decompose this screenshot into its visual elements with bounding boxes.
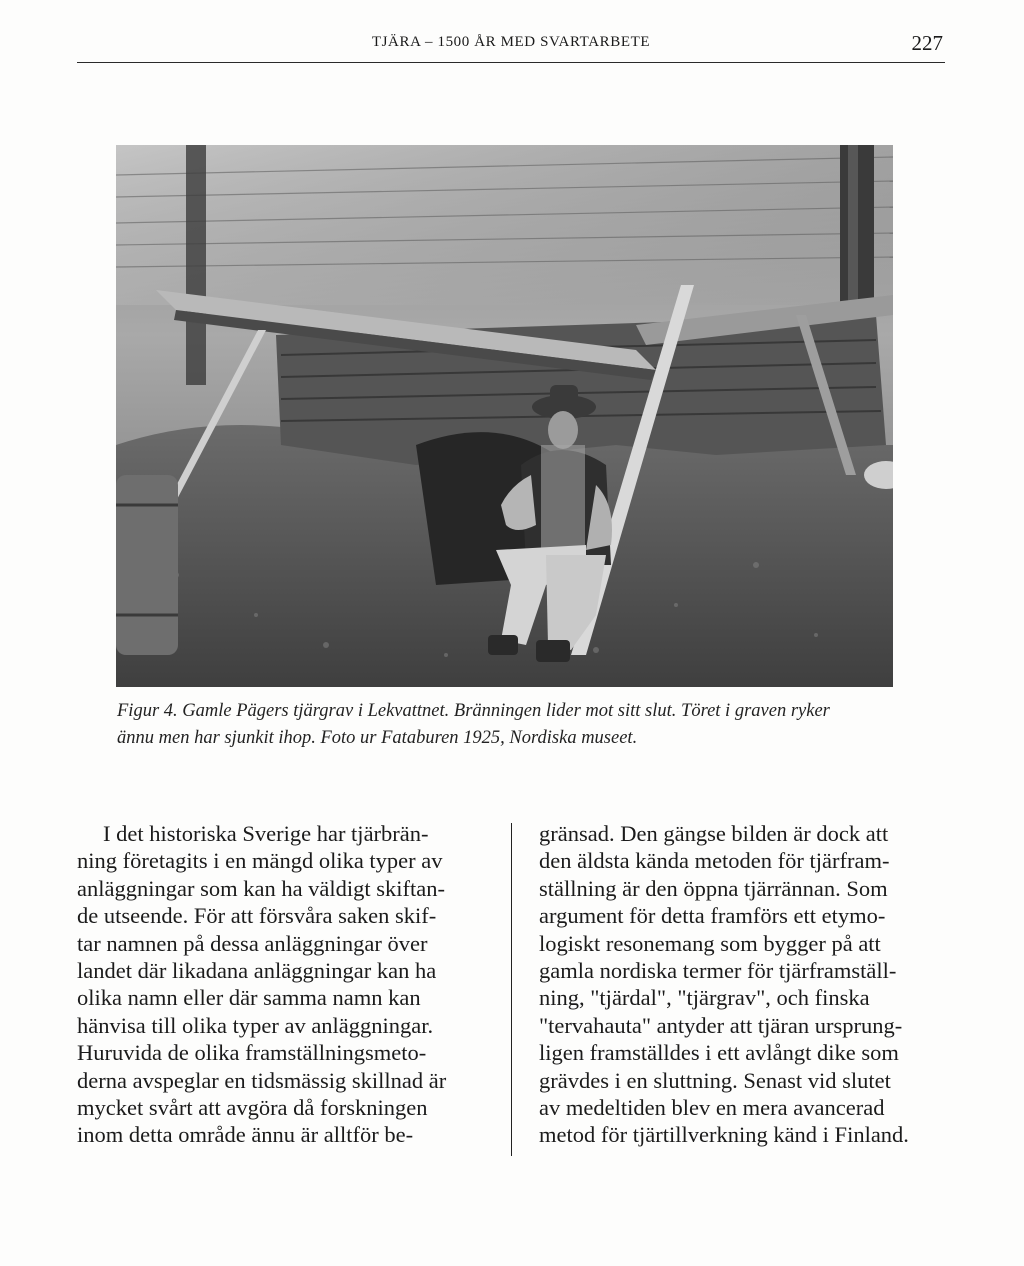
text-line: gränsad. Den gängse bilden är dock att	[539, 821, 889, 846]
text-line: den äldsta kända metoden för tjärfram-	[539, 848, 890, 874]
text-line: metod för tjärtillverkning känd i Finland.	[539, 1122, 909, 1148]
figure-photo	[116, 145, 893, 687]
text-line: derna avspeglar en tidsmässig skillnad är	[77, 1067, 447, 1093]
body-column-right	[539, 820, 943, 1149]
text-line: "tervahauta" antyder att tjäran ursprung-	[539, 1012, 903, 1038]
text-line: inom detta område ännu är alltför be-	[77, 1122, 414, 1148]
text-line: landet där likadana anläggningar kan ha	[77, 957, 437, 983]
text-line: gamla nordiska termer för tjärframställ-	[539, 957, 897, 983]
text-line: ning företagits i en mängd olika typer av	[77, 848, 443, 874]
running-header	[77, 30, 945, 63]
figure-caption	[117, 697, 907, 752]
column-divider	[511, 823, 512, 1156]
text-line: hänvisa till olika typer av anläggningar.	[77, 1012, 434, 1038]
text-line: de utseende. För att försvåra saken skif-	[77, 903, 437, 929]
caption-line: ännu men har sjunkit ihop. Foto ur Fataburen 1925, Nordiska museet.	[117, 728, 638, 749]
text-line: anläggningar som kan ha väldigt skiftan-	[77, 875, 446, 901]
text-line: mycket svårt att avgöra då forskningen	[77, 1094, 428, 1120]
page-number: 227	[911, 31, 943, 55]
body-column-left	[77, 820, 481, 1149]
text-line: argument för detta framförs ett etymo-	[539, 903, 886, 929]
text-line: ning, "tjärdal", "tjärgrav", och finska	[539, 985, 870, 1011]
running-title: TJÄRA – 1500 ÅR MED SVARTARBETE	[371, 34, 651, 50]
caption-line: Figur 4. Gamle Pägers tjärgrav i Lekvattnet. Bränningen lider mot sitt slut. Töret i graven ryker	[117, 701, 830, 721]
tar-pit-photograph	[116, 145, 893, 687]
text-line: grävdes i en sluttning. Senast vid slutet	[539, 1067, 891, 1093]
text-line: ligen framställdes i ett avlångt dike som	[539, 1040, 899, 1066]
text-line: Huruvida de olika framställningsmeto-	[77, 1040, 427, 1066]
text-line: I det historiska Sverige har tjärbrän-	[103, 821, 429, 846]
text-line: ställning är den öppna tjärrännan. Som	[539, 875, 888, 901]
text-line: av medeltiden blev en mera avancerad	[539, 1094, 885, 1120]
text-line: logiskt resonemang som bygger på att	[539, 930, 881, 956]
text-line: olika namn eller där samma namn kan	[77, 985, 421, 1011]
text-line: tar namnen på dessa anläggningar över	[77, 930, 428, 956]
